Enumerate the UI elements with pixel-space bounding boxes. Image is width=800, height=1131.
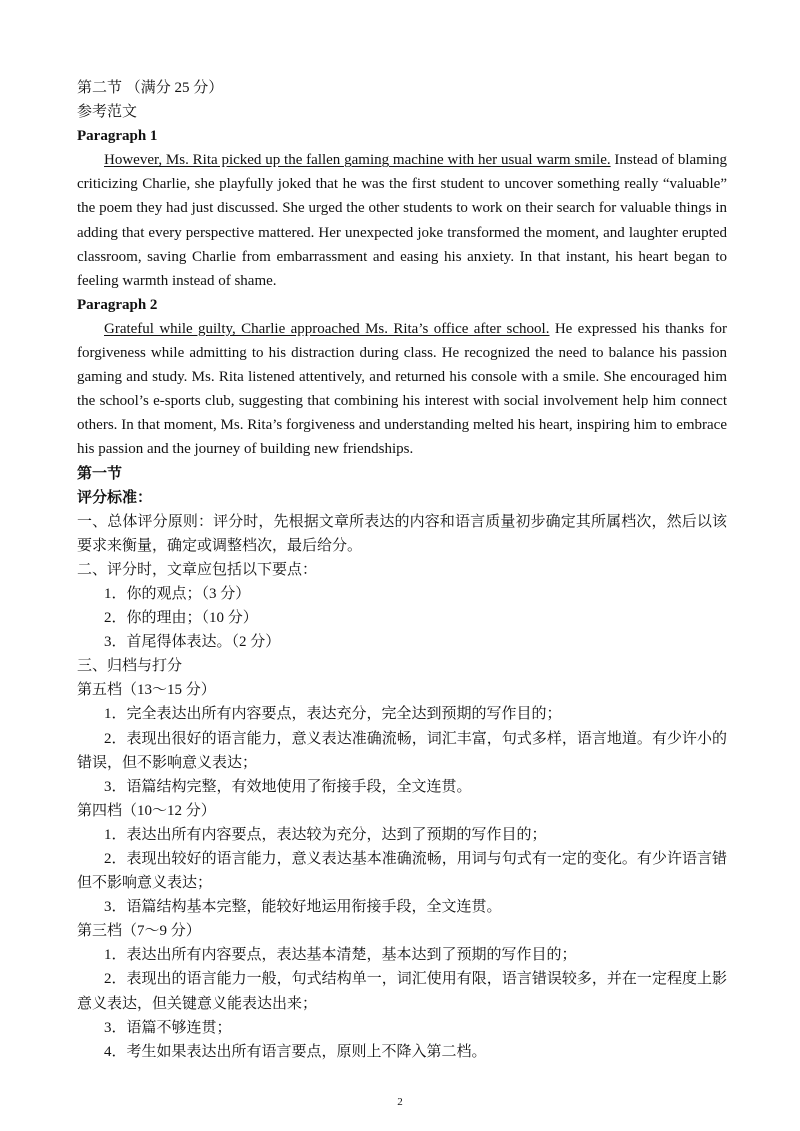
underlined-topic-sentence: Grateful while guilty, Charlie approached Ms. Rita’s office after school.	[104, 320, 550, 337]
text-line: 第四档（10～12 分）	[77, 802, 216, 819]
text-line: 3．语篇结构完整，有效地使用了衔接手段，全文连贯。	[104, 778, 472, 795]
text-line: 1．你的观点；（3 分）	[104, 585, 251, 602]
section-heading: Paragraph 2	[77, 296, 158, 313]
text-line: 3．首尾得体表达。（2 分）	[104, 634, 281, 651]
text-line	[77, 148, 727, 172]
text-line: others. In that moment, Ms. Rita’s forgiveness and understanding melted his heart, inspiring him to embrace	[77, 417, 727, 434]
underlined-topic-sentence: However, Ms. Rita picked up the fallen gaming machine with her usual warm smile.	[104, 152, 611, 169]
line-text: Instead of blaming	[614, 152, 727, 169]
text-line: 3．语篇结构基本完整，能较好地运用衔接手段，全文连贯。	[104, 899, 502, 916]
text-line: 1．表达出所有内容要点，表达较为充分，达到了预期的写作目的；	[104, 826, 547, 843]
text-line: 2．表现出的语言能力一般，句式结构单一，词汇使用有限，语言错误较多，并在一定程度上影	[104, 971, 727, 988]
text-line: the school’s e-sports club, suggesting that combining his interest with social involvement help him connect	[77, 393, 727, 410]
text-line: 1．完全表达出所有内容要点，表达充分，完全达到预期的写作目的；	[104, 706, 562, 723]
text-line: 第五档（13～15 分）	[77, 682, 216, 699]
text-line: 三、归档与打分	[77, 658, 183, 675]
text-line	[77, 317, 727, 341]
section-heading: 评分标准：	[77, 489, 153, 506]
section-heading: Paragraph 1	[77, 128, 158, 145]
text-line: 2．你的理由；（10 分）	[104, 610, 258, 627]
text-line: 参考范文	[77, 104, 138, 121]
text-line: 一、总体评分原则：评分时，先根据文章所表达的内容和语言质量初步确定其所属档次，然后以该	[77, 513, 727, 530]
text-line: 3．语篇不够连贯；	[104, 1019, 232, 1036]
text-line: gaming and study. Ms. Rita listened attentively, and returned his console with a smile. She encouraged him	[77, 369, 727, 386]
text-line: feeling warmth instead of shame.	[77, 272, 277, 289]
section-heading: 第一节	[77, 465, 123, 482]
text-line: 二、评分时，文章应包括以下要点：	[77, 561, 318, 578]
text-line: 第二节 （满分 25 分）	[77, 80, 224, 96]
text-line: classroom, saving Charlie from embarrassment and easing his anxiety. In that instant, his heart began to	[77, 248, 727, 265]
text-line: adding that every perspective mattered. Her unexpected joke transformed the moment, and laughter erupted	[77, 224, 727, 241]
text-line: 4．考生如果表达出所有语言要点，原则上不降入第二档。	[104, 1043, 487, 1060]
text-line: 但不影响意义表达；	[77, 875, 213, 892]
text-line: 1．表达出所有内容要点，表达基本清楚，基本达到了预期的写作目的；	[104, 947, 577, 964]
text-line: the poem they had just discussed. She urged the other students to work on their search for valuable things in	[77, 200, 727, 217]
text-line: 第三档（7～9 分）	[77, 923, 201, 940]
text-line: 2．表现出较好的语言能力，意义表达基本准确流畅，用词与句式有一定的变化。有少许语言错	[104, 851, 727, 867]
page-number: 2	[397, 1096, 403, 1108]
text-line: 错误，但不影响意义表达；	[77, 754, 258, 771]
line-text: He expressed his thanks for	[554, 320, 727, 337]
text-line: 要求来衡量，确定或调整档次，最后给分。	[77, 537, 363, 554]
text-line: forgiveness while admitting to his distraction during class. He recognized the need to balance his passion	[77, 345, 727, 362]
text-line: 2．表现出很好的语言能力，意义表达准确流畅，词汇丰富，句式多样，语言地道。有少许小的	[104, 730, 727, 747]
text-line: his passion and the journey of building new friendships.	[77, 441, 414, 458]
text-line: 意义表达，但关键意义能表达出来；	[77, 995, 318, 1012]
document-body	[77, 76, 727, 1064]
text-line: criticizing Charlie, she playfully joked that he was the first student to uncover something really “valuable”	[77, 176, 727, 193]
